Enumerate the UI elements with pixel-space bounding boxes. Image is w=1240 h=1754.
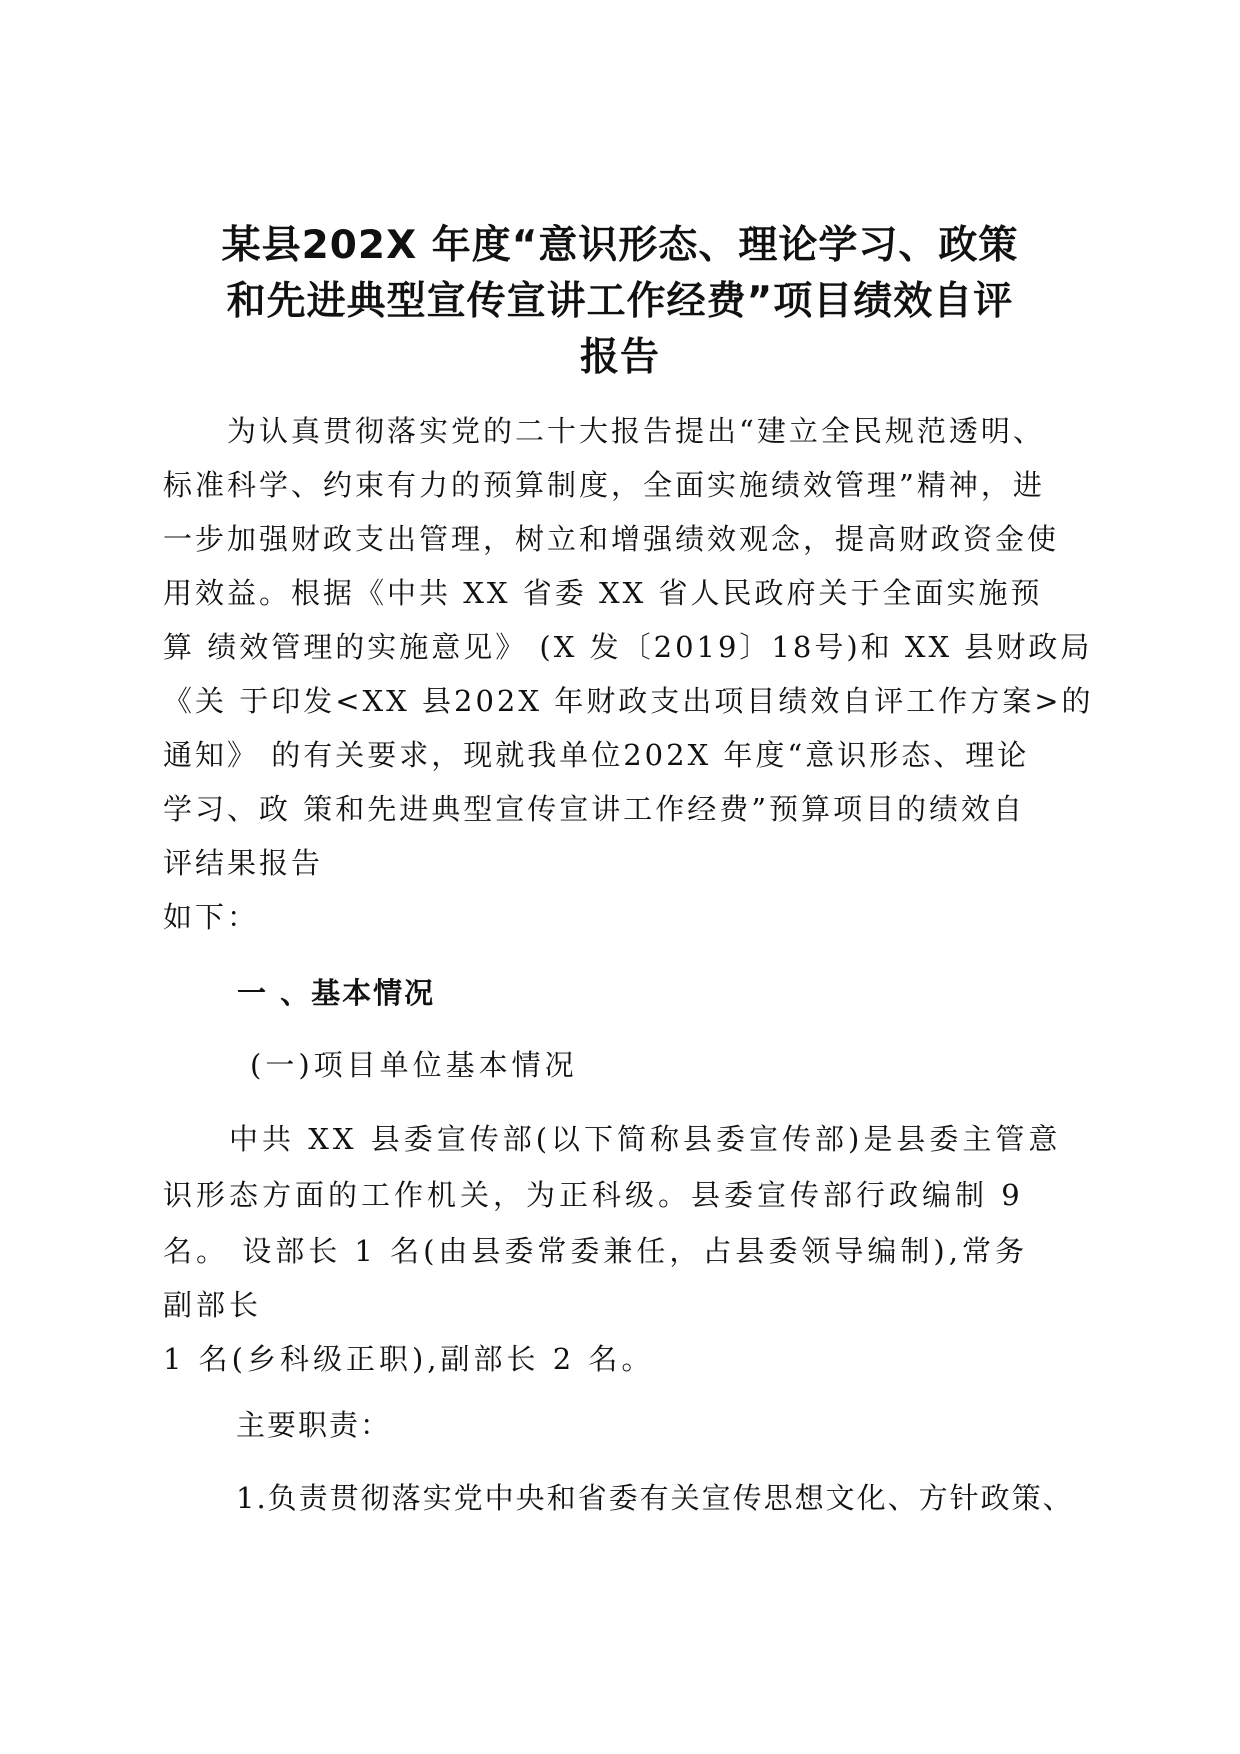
duty-item: 1.负责贯彻落实党中央和省委有关宣传思想文化、方针政策、 bbox=[236, 1481, 1074, 1515]
unit-info-line: 副部长 bbox=[163, 1288, 263, 1322]
document-title bbox=[150, 218, 1090, 386]
unit-info-paragraph bbox=[163, 1112, 1093, 1386]
intro-line: 评结果报告 bbox=[163, 846, 324, 880]
subsection-heading-unit-info: (一)项目单位基本情况 bbox=[250, 1048, 578, 1082]
intro-line: 通知》 的有关要求，现就我单位202X 年度“意识形态、理论 bbox=[163, 738, 1030, 772]
intro-line: 学习、政 策和先进典型宣传宣讲工作经费”预算项目的绩效自 bbox=[163, 792, 1026, 826]
unit-info-line: 1 名(乡科级正职),副部长 2 名。 bbox=[163, 1342, 655, 1376]
title-line-1: 某县202X 年度“意识形态、理论学习、政策 bbox=[221, 223, 1019, 268]
intro-line: 标准科学、约束有力的预算制度，全面实施绩效管理”精神，进 bbox=[163, 468, 1045, 502]
unit-info-line: 中共 XX 县委宣传部(以下简称县委宣传部)是县委主管意 bbox=[163, 1122, 1062, 1156]
duties-heading: 主要职责： bbox=[236, 1408, 392, 1442]
unit-info-line: 识形态方面的工作机关，为正科级。县委宣传部行政编制 9 bbox=[163, 1178, 1024, 1212]
intro-line: 《关 于印发<XX 县202X 年财政支出项目绩效自评工作方案>的 bbox=[163, 684, 1094, 718]
unit-info-line: 名。 设部长 1 名(由县委常委兼任，占县委领导编制),常务 bbox=[163, 1234, 1028, 1268]
title-line-3: 报告 bbox=[579, 335, 660, 380]
section-heading-basic-info: 一 、基本情况 bbox=[237, 976, 436, 1010]
intro-line: 算 绩效管理的实施意见》 (X 发〔2019〕18号)和 XX 县财政局 bbox=[163, 630, 1093, 664]
title-line-2: 和先进典型宣传宣讲工作经费”项目绩效自评 bbox=[226, 279, 1014, 324]
intro-line: 为认真贯彻落实党的二十大报告提出“建立全民规范透明、 bbox=[163, 414, 1045, 448]
intro-paragraph bbox=[163, 404, 1093, 890]
intro-line: 一步加强财政支出管理，树立和增强绩效观念，提高财政资金使 bbox=[163, 522, 1060, 556]
intro-ending: 如下： bbox=[163, 900, 260, 934]
intro-line: 用效益。根据《中共 XX 省委 XX 省人民政府关于全面实施预 bbox=[163, 576, 1043, 610]
